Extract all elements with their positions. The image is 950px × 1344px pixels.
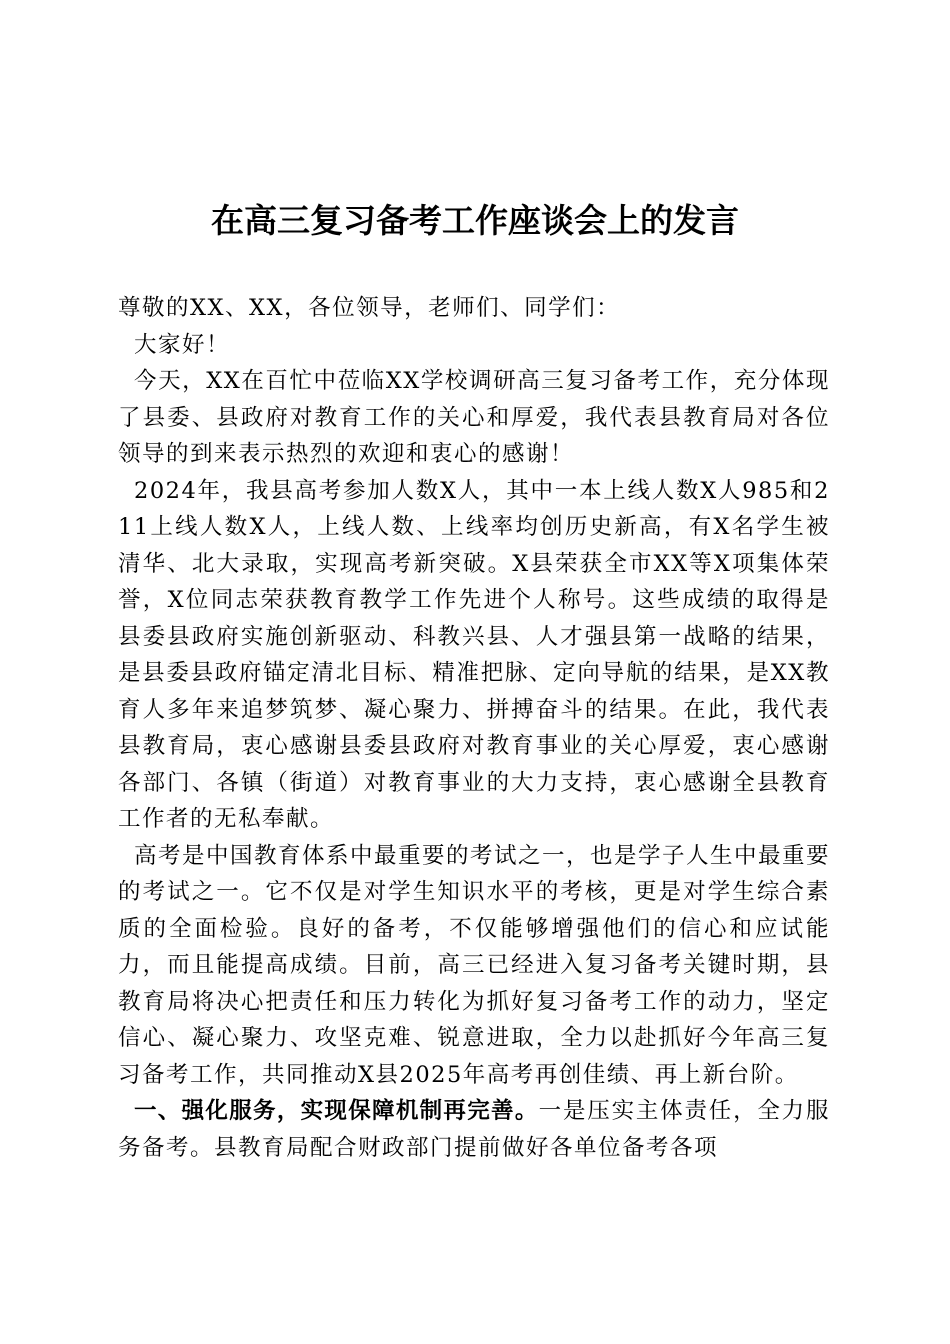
greeting: 大家好！ <box>134 331 231 358</box>
document-body <box>118 290 830 1166</box>
document-title: 在高三复习备考工作座谈会上的发言 <box>211 201 739 240</box>
paragraph-welcome: 今天，XX在百忙中莅临XX学校调研高三复习备考工作，充分体现了县委、县政府对教育工作的关心和厚爱，我代表县教育局对各位领导的到来表示热烈的欢迎和衷心的感谢！ <box>118 368 830 467</box>
paragraph-achievements: 2024年，我县高考参加人数X人，其中一本上线人数X人985和211上线人数X人，上线人数、上线率均创历史新高，有X名学生被清华、北大录取，实现高考新突破。X县荣获全市XX等X项集体荣誉，X位同志荣获教育教学工作先进个人称号。这些成绩的取得是县委县政府实施创新驱动、科教兴县、人才强县第一战略的结果，是县委县政府锚定清北目标、精准把脉、定向导航的结果，是XX教育人多年来追梦筑梦、凝心聚力、拼搏奋斗的结果。在此，我代表县教育局，衷心感谢县委县政府对教育事业的关心厚爱，衷心感谢各部门、各镇（街道）对教育事业的大力支持，衷心感谢全县教育工作者的无私奉献。 <box>118 477 830 832</box>
section-1-paragraph <box>118 1093 830 1166</box>
section-1-heading: 一、强化服务，实现保障机制再完善。 <box>134 1098 539 1124</box>
salutation: 尊敬的XX、XX，各位领导，老师们、同学们： <box>118 295 621 321</box>
section-1-text: 一是压实主体责任，全力服务备考。县教育局配合财政部门提前做好各单位备考各项 <box>118 1098 830 1161</box>
paragraph-exam-importance: 高考是中国教育体系中最重要的考试之一，也是学子人生中最重要的考试之一。它不仅是对学生知识水平的考核，更是对学生综合素质的全面检验。良好的备考，不仅能够增强他们的信心和应试能力，而且能提高成绩。目前，高三已经进入复习备考关键时期，县教育局将决心把责任和压力转化为抓好复习备考工作的动力，坚定信心、凝心聚力、攻坚克难、锐意进取，全力以赴抓好今年高三复习备考工作，共同推动X县2025年高考再创佳绩、再上新台阶。 <box>118 842 831 1088</box>
